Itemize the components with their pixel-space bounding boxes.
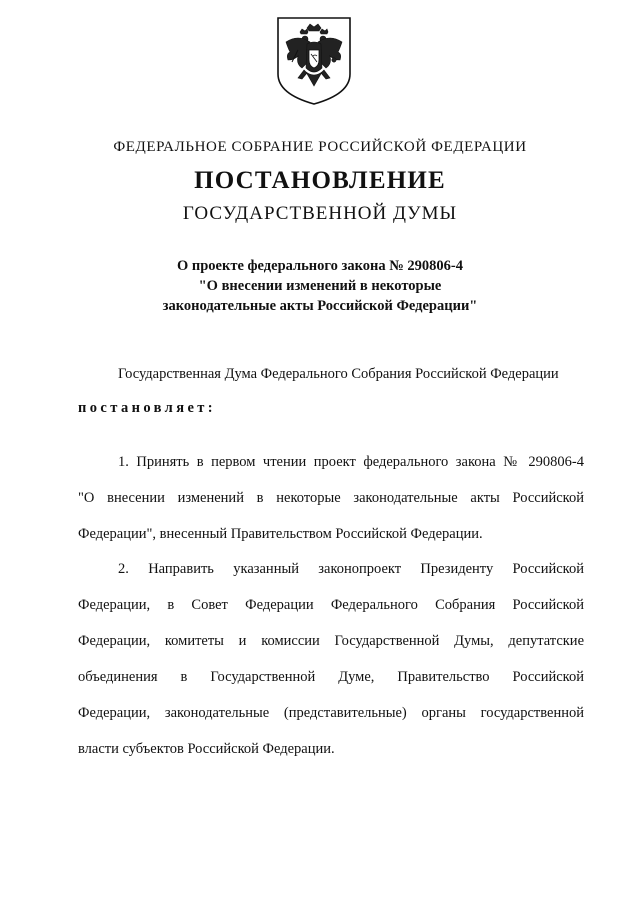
clause-line: Федерации, законодательные (представительные) органы государственной	[78, 705, 584, 721]
clause-line: власти субъектов Российской Федерации.	[78, 741, 335, 757]
clause-1	[78, 452, 584, 560]
document-subtitle: ГОСУДАРСТВЕННОЙ ДУМЫ	[182, 203, 458, 224]
clause-line: 2. Направить указанный законопроект Президенту Российской	[118, 561, 584, 577]
clause-line: 1. Принять в первом чтении проект федерального закона № 290806-4	[118, 454, 584, 470]
resolution-subject	[150, 256, 490, 316]
clause-line: Федерации, комитеты и комиссии Государственной Думы, депутатские	[78, 633, 584, 649]
clause-line: Федерации", внесенный Правительством Российской Федерации.	[78, 526, 483, 542]
document-title: ПОСТАНОВЛЕНИЕ	[194, 167, 446, 194]
subject-line: законодательные акты Российской Федерации"	[162, 298, 478, 314]
subject-line: О проекте федерального закона № 290806-4	[176, 258, 464, 274]
preamble-paragraph: Государственная Дума Федерального Собрания Российской Федерации	[118, 366, 559, 382]
subject-line: "О внесении изменений в некоторые	[198, 278, 442, 294]
clause-line: "О внесении изменений в некоторые законодательные акты Российской	[78, 490, 584, 506]
coat-of-arms-icon	[276, 16, 352, 106]
clause-line: Федерации, в Совет Федерации Федерального Собрания Российской	[78, 597, 584, 613]
clause-2	[78, 559, 584, 775]
clause-line: объединения в Государственной Думе, Правительство Российской	[78, 669, 584, 685]
resolves-heading: постановляет:	[78, 400, 217, 416]
assembly-name: ФЕДЕРАЛЬНОЕ СОБРАНИЕ РОССИЙСКОЙ ФЕДЕРАЦИИ	[113, 139, 527, 155]
